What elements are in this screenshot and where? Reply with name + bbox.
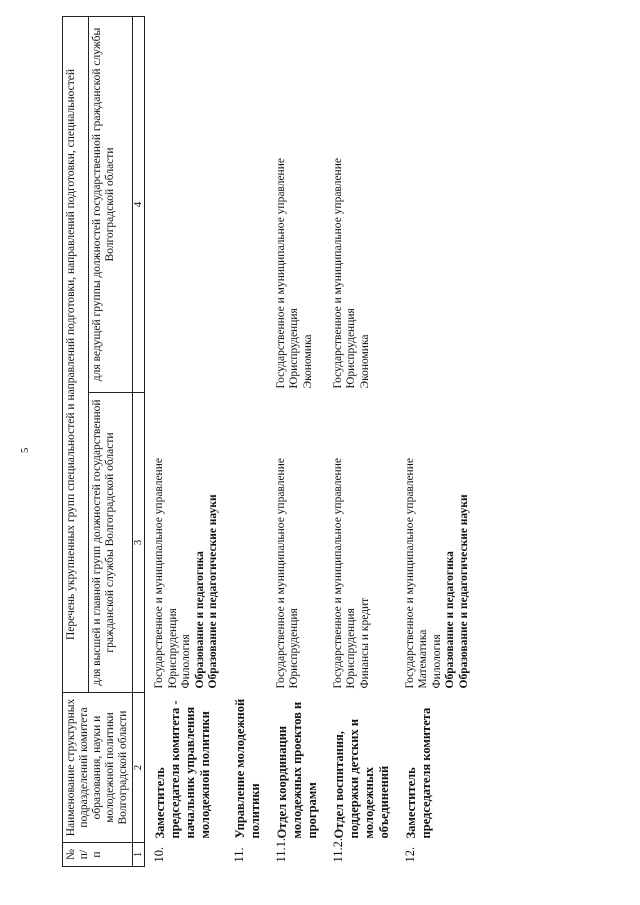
table-row — [404, 16, 484, 866]
specialty-item: Юриспруденция — [166, 608, 179, 689]
specialty-item: Экономика — [358, 334, 371, 389]
lead-specialties-cell — [233, 16, 275, 392]
specialty-item: Юриспруденция — [345, 608, 357, 689]
senior-specialties-cell — [332, 393, 404, 693]
page-number: 5 — [20, 447, 31, 453]
row-number: 11. — [231, 847, 246, 863]
department-name: Заместитель председателя комитета — [403, 707, 433, 839]
senior-specialties-cell — [275, 393, 332, 693]
lead-specialties-cell — [145, 16, 233, 392]
header-lead-positions: для ведущей группы должностей государственной гражданской службы Волгоградской области — [88, 16, 132, 392]
specialty-item: Государственное и муниципальное управление — [153, 458, 165, 689]
header-department: Наименование структурных подразделений комитета образования, науки и молодежной политики Волгоградской области — [63, 693, 133, 843]
row-number: 10. — [152, 846, 166, 863]
header-index-2: 2 — [133, 693, 145, 843]
senior-specialties-cell — [404, 393, 484, 693]
header-index-4: 4 — [133, 16, 145, 392]
specialty-item: Государственное и муниципальное управление — [274, 158, 287, 389]
senior-specialties-cell — [145, 393, 233, 693]
table-body — [145, 16, 484, 866]
header-senior-positions: для высшей и главной групп должностей государственной гражданской службы Волгоградской области — [88, 393, 132, 693]
row-number: 11.2. — [330, 837, 345, 863]
specialty-item: Государственное и муниципальное управление — [403, 458, 416, 689]
specialty-item: Образование и педагогические науки — [207, 494, 219, 689]
senior-specialties-cell — [233, 393, 275, 693]
header-index-3: 3 — [133, 393, 145, 693]
specialty-item: Государственное и муниципальное управление — [274, 458, 287, 689]
row-number: 11.1. — [273, 837, 288, 863]
specialty-item: Математика — [417, 629, 429, 689]
header-number: № п/п — [63, 843, 133, 867]
department-name: Управление молодежной политики — [232, 698, 262, 839]
lead-specialties-cell — [404, 16, 484, 392]
table-row — [145, 16, 233, 866]
department-name: Отдел координации молодежных проектов и программ — [274, 701, 319, 839]
department-name: Отдел воспитания, поддержки детских и молодежных объединений — [331, 718, 391, 839]
specialties-table — [62, 16, 483, 867]
specialty-item: Образование и педагогика — [444, 551, 456, 689]
specialty-item: Юриспруденция — [345, 308, 357, 389]
table-row — [275, 16, 332, 866]
lead-specialties-cell — [332, 16, 404, 392]
table-row — [233, 16, 275, 866]
specialty-item: Образование и педагогика — [193, 551, 206, 689]
specialty-item: Государственное и муниципальное управление — [331, 158, 344, 389]
specialty-item: Филология — [430, 634, 443, 689]
table-row — [332, 16, 404, 866]
department-name: Заместитель председателя комитета - начальник управления молодежной политики — [153, 700, 212, 839]
header-specialties-group: Перечень укрупненных групп специальностей и направлений подготовки, направлений подготовки, специальностей — [63, 16, 89, 692]
lead-specialties-cell — [275, 16, 332, 392]
header-index-1: 1 — [133, 843, 145, 867]
row-number: 12. — [402, 846, 417, 863]
specialty-item: Филология — [180, 634, 192, 689]
specialty-item: Образование и педагогические науки — [457, 494, 470, 689]
specialty-item: Экономика — [301, 334, 314, 389]
specialty-item: Юриспруденция — [288, 608, 300, 689]
specialty-item: Финансы и кредит — [358, 597, 371, 689]
specialty-item: Государственное и муниципальное управление — [331, 458, 344, 689]
specialty-item: Юриспруденция — [288, 308, 300, 389]
